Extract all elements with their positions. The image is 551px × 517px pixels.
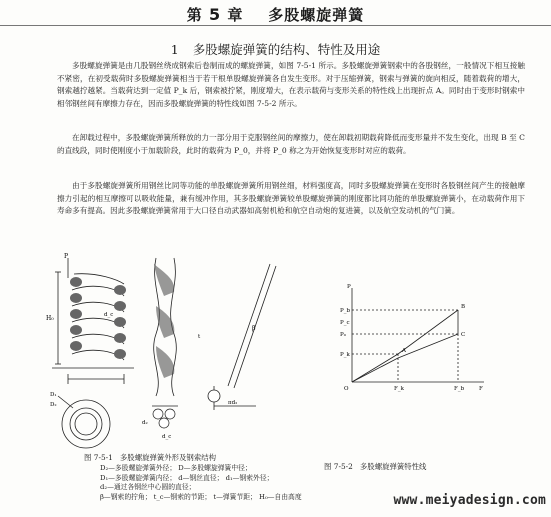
figure-characteristic-curve	[338, 282, 488, 394]
label-t: t	[198, 334, 201, 340]
label-Pk: P_k	[340, 352, 350, 358]
label-H0: H₀	[46, 315, 54, 322]
watermark: www.meiyadesign.com	[393, 493, 546, 508]
label-dc: d_c	[104, 312, 114, 318]
label-pid2: πd₂	[228, 400, 238, 406]
label-axis-P: P	[347, 284, 351, 290]
paragraph-structure: 多股螺旋弹簧是由几股钢丝绕成钢索后卷制而成的螺旋弹簧，如图 7-5-1 所示。多股螺旋弹簧钢索中的各股钢丝，一般情况下相互接触不紧密，在初受载荷时多股螺旋弹簧相当于若干根单股螺旋弹簧各自发生变形。对于压缩弹簧，钢索与弹簧的旋向相反，随着载荷的增大，钢索越拧越紧。当载荷达到一定值 P_k 后，钢索被拧紧，刚度增大，在表示载荷与变形关系的特性线上出现折点 A。同时由于变形时钢索中相邻钢丝间有摩擦力存在，因而多股螺旋弹簧的特性线如图 7-5-2 所示。	[57, 61, 525, 108]
figure1-caption: 图 7-5-1 多股螺旋弹簧外形及钢索结构	[84, 453, 216, 462]
label-Pc: P_c	[340, 320, 350, 326]
paragraph-applications: 由于多股螺旋弹簧所用钢丝比同等功能的单股螺旋弹簧所用钢丝细，材料强度高，同时多股螺旋弹簧在变形时各股钢丝间产生的接触摩擦力引起的相互摩擦可以吸收能量，兼有缓冲作用，其多股螺旋弹簧较单股螺旋弹簧的刚度都比同功能的单股螺旋弹簧小，在动载荷作用下寿命多有提高。因此多股螺旋弹簧常用于大口径自动武器如高射机枪和航空自动炮的复进簧，以及航空发动机的气门簧。	[57, 181, 525, 216]
figure1-legend: D₂—多股螺旋弹簧外径； D—多股螺旋弹簧中径； D₁—多股螺旋弹簧内径； d—钢丝直径； d₁—钢索外径； d₂—通过各钢丝中心圆的直径； β—钢索的拧角； t_c—钢索的节距； t—弹簧节距； H₀—自由高度	[100, 464, 302, 501]
label-d2: d₂	[142, 420, 148, 426]
label-D2: D₂	[50, 402, 57, 408]
label-axis-F: F	[479, 386, 483, 392]
label-P: P	[64, 253, 69, 260]
label-dc-cable: d_c	[162, 434, 172, 440]
paragraph-unloading: 在卸载过程中，多股螺旋弹簧所释放的力一部分用于克服钢丝间的摩擦力，使在卸载初期载荷降低而变形量并不发生变化，出现 B 至 C 的直线段，同时使刚度小于加载阶段，此时的载荷为 P_0，并将 P_0 称之为开始恢复变形时对应的载荷。	[57, 133, 525, 155]
label-D1: D₁	[50, 392, 57, 398]
label-Fb: F_b	[454, 386, 465, 392]
figure-spring-structure	[38, 246, 288, 456]
label-A: A	[402, 348, 406, 354]
label-Pb: P_b	[340, 308, 350, 314]
header-rule	[0, 25, 551, 26]
section-heading: 1 多股螺旋弹簧的结构、特性及用途	[170, 42, 381, 57]
label-O: O	[344, 386, 349, 392]
label-C: C	[461, 332, 466, 338]
label-Fk: F_k	[394, 386, 404, 392]
label-beta: β	[252, 325, 256, 332]
label-B: B	[461, 304, 466, 310]
label-P0: P₀	[340, 332, 346, 338]
figure2-caption: 图 7-5-2 多股螺旋弹簧特性线	[324, 462, 427, 471]
chapter-heading: 第 5 章 多股螺旋弹簧	[186, 5, 365, 24]
